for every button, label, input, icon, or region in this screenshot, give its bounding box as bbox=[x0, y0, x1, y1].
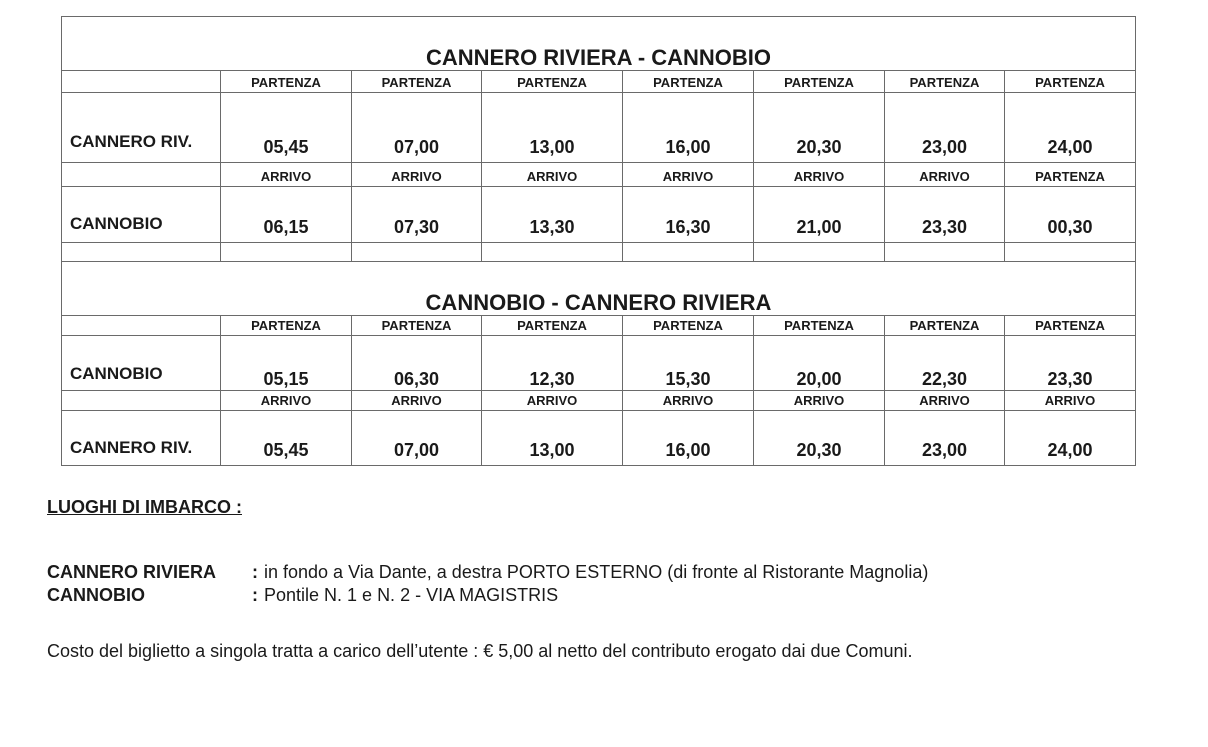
departure-time: 23,30 bbox=[1005, 336, 1136, 391]
arrival-time: 16,00 bbox=[623, 411, 754, 466]
boarding-cannero-label: CANNERO RIVIERA bbox=[47, 562, 217, 582]
departure-time: 06,30 bbox=[352, 336, 482, 391]
arrival-time: 07,00 bbox=[352, 411, 482, 466]
departure-time: 05,45 bbox=[221, 93, 352, 163]
boarding-heading: LUOGHI DI IMBARCO : bbox=[47, 497, 242, 517]
arrival-time: 05,45 bbox=[221, 411, 352, 466]
arrival-time: 23,30 bbox=[885, 187, 1005, 243]
arrival-time: 16,30 bbox=[623, 187, 754, 243]
arrival-station: CANNOBIO bbox=[62, 187, 221, 243]
departure-time: 15,30 bbox=[623, 336, 754, 391]
departure-time: 23,00 bbox=[885, 93, 1005, 163]
arrival-time: 07,30 bbox=[352, 187, 482, 243]
arrival-label: ARRIVO bbox=[1005, 391, 1136, 411]
boarding-cannero-colon: : bbox=[252, 562, 258, 582]
departure-label: PARTENZA bbox=[885, 71, 1005, 93]
boarding-cannobio-colon: : bbox=[252, 585, 258, 605]
arrival-label: ARRIVO bbox=[885, 391, 1005, 411]
departure-time: 12,30 bbox=[482, 336, 623, 391]
arrival-time: 23,00 bbox=[885, 411, 1005, 466]
timetable bbox=[61, 16, 1136, 466]
departure-label: PARTENZA bbox=[623, 71, 754, 93]
departure-time: 13,00 bbox=[482, 93, 623, 163]
departure-time: 20,00 bbox=[754, 336, 885, 391]
arrival-label: ARRIVO bbox=[482, 163, 623, 187]
departure-label: PARTENZA bbox=[482, 71, 623, 93]
departure-label: PARTENZA bbox=[885, 316, 1005, 336]
arrival-label: ARRIVO bbox=[221, 391, 352, 411]
departure-label: PARTENZA bbox=[352, 71, 482, 93]
departure-label: PARTENZA bbox=[482, 316, 623, 336]
departure-label: PARTENZA bbox=[352, 316, 482, 336]
departure-station: CANNOBIO bbox=[62, 336, 221, 391]
arrival-time: 13,30 bbox=[482, 187, 623, 243]
arrival-time: 13,00 bbox=[482, 411, 623, 466]
arrival-label: ARRIVO bbox=[482, 391, 623, 411]
arrival-time: 06,15 bbox=[221, 187, 352, 243]
departure-station: CANNERO RIV. bbox=[62, 93, 221, 163]
boarding-notes bbox=[47, 496, 1187, 663]
boarding-cannero-text: in fondo a Via Dante, a destra PORTO ESTERNO (di fronte al Ristorante Magnolia) bbox=[264, 562, 929, 582]
arrival-station: CANNERO RIV. bbox=[62, 411, 221, 466]
departure-time: 20,30 bbox=[754, 93, 885, 163]
departure-time: 16,00 bbox=[623, 93, 754, 163]
departure-label: PARTENZA bbox=[221, 71, 352, 93]
departure-label: PARTENZA bbox=[754, 71, 885, 93]
arrival-label: ARRIVO bbox=[754, 391, 885, 411]
arrival-time: 20,30 bbox=[754, 411, 885, 466]
departure-time: 05,15 bbox=[221, 336, 352, 391]
arrival-time: 00,30 bbox=[1005, 187, 1136, 243]
departure-time: 24,00 bbox=[1005, 93, 1136, 163]
route-title: CANNERO RIVIERA - CANNOBIO bbox=[62, 41, 1136, 71]
arrival-label: ARRIVO bbox=[754, 163, 885, 187]
arrival-label: ARRIVO bbox=[221, 163, 352, 187]
departure-time: 07,00 bbox=[352, 93, 482, 163]
arrival-label: ARRIVO bbox=[352, 391, 482, 411]
boarding-cannobio-label: CANNOBIO bbox=[47, 585, 145, 605]
arrival-label: PARTENZA bbox=[1005, 163, 1136, 187]
boarding-cannero-row bbox=[47, 561, 1187, 584]
arrival-time: 21,00 bbox=[754, 187, 885, 243]
route-title: CANNOBIO - CANNERO RIVIERA bbox=[62, 286, 1136, 316]
departure-label: PARTENZA bbox=[623, 316, 754, 336]
boarding-cannobio-text: Pontile N. 1 e N. 2 - VIA MAGISTRIS bbox=[264, 585, 559, 605]
arrival-label: ARRIVO bbox=[885, 163, 1005, 187]
arrival-label: ARRIVO bbox=[623, 163, 754, 187]
arrival-label: ARRIVO bbox=[623, 391, 754, 411]
departure-label: PARTENZA bbox=[1005, 71, 1136, 93]
departure-label: PARTENZA bbox=[221, 316, 352, 336]
departure-time: 22,30 bbox=[885, 336, 1005, 391]
departure-label: PARTENZA bbox=[1005, 316, 1136, 336]
arrival-time: 24,00 bbox=[1005, 411, 1136, 466]
arrival-label: ARRIVO bbox=[352, 163, 482, 187]
boarding-cannobio-row bbox=[47, 584, 1187, 607]
departure-label: PARTENZA bbox=[754, 316, 885, 336]
ticket-cost-note: Costo del biglietto a singola tratta a carico dell’utente : € 5,00 al netto del contributo erogato dai due Comuni. bbox=[47, 641, 913, 661]
